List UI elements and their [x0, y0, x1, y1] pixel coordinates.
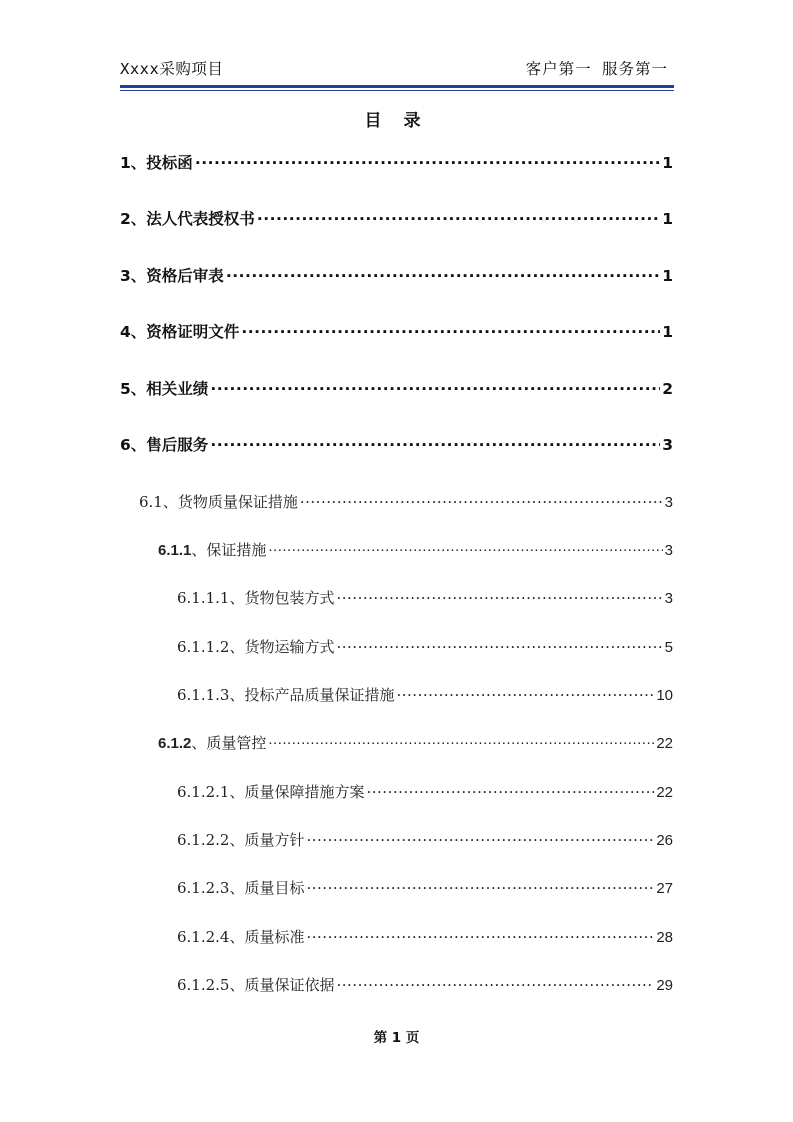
- toc-title: 目 录: [364, 111, 429, 131]
- toc-entry-page: 3: [664, 494, 673, 511]
- page-footer: 第 1 页: [373, 1030, 420, 1046]
- toc-entry-6-1-2-4[interactable]: [177, 926, 673, 947]
- toc-entry-page: 22: [656, 784, 673, 801]
- toc-entry-label: 质量保证依据: [244, 976, 335, 994]
- toc-entry-label: 法人代表授权书: [146, 210, 255, 228]
- dot-leader: [210, 435, 660, 451]
- toc-entry-6-1-2-2[interactable]: [177, 829, 673, 850]
- dot-leader: [307, 878, 655, 893]
- toc-entry-label: 货物质量保证措施: [177, 493, 298, 511]
- toc-entry-number: 6.1.2.1、: [177, 783, 245, 801]
- dot-leader: [241, 322, 660, 338]
- toc-entry-number: 6.1.2.4、: [177, 928, 245, 946]
- toc-entry-page: 28: [656, 929, 673, 946]
- dot-leader: [337, 975, 655, 990]
- toc-entry-number: 6.1.2.2、: [177, 831, 245, 849]
- toc-entry-number: 5、: [120, 380, 147, 398]
- toc-entry-label: 质量保障措施方案: [244, 783, 365, 801]
- toc-entry-5[interactable]: [120, 377, 673, 399]
- dot-leader: [367, 782, 655, 797]
- toc-entry-number: 4、: [120, 323, 147, 341]
- toc-entry-page: 5: [664, 639, 673, 656]
- toc-entry-number: 6.1.1: [158, 542, 192, 559]
- dot-leader: [300, 492, 663, 507]
- toc-entry-label: 相关业绩: [146, 380, 209, 398]
- toc-entry-6-1-1-1[interactable]: [177, 587, 673, 608]
- toc-entry-label: 投标产品质量保证措施: [244, 686, 395, 704]
- dot-leader: [210, 379, 660, 395]
- toc-entry-1[interactable]: [120, 151, 673, 173]
- toc-entry-page: 2: [662, 380, 673, 398]
- toc-entry-number: 1、: [120, 154, 147, 172]
- toc-entry-6-1-2-5[interactable]: [177, 974, 673, 995]
- toc-entry-6-1-2[interactable]: [158, 732, 673, 753]
- header-slogan: 客户第一 服务第一: [525, 60, 668, 78]
- dot-leader: [268, 540, 662, 555]
- toc-entry-number: 6、: [120, 436, 147, 454]
- toc-entry-page: 1: [662, 323, 673, 341]
- toc-entry-number: 6.1.1.1、: [177, 589, 245, 607]
- toc-entry-number: 6.1.2: [158, 735, 192, 752]
- toc-entry-page: 26: [656, 832, 673, 849]
- toc-entry-page: 27: [656, 880, 673, 897]
- toc-entry-label: 资格证明文件: [146, 323, 240, 341]
- toc-entry-label: 货物运输方式: [244, 638, 335, 656]
- toc-entry-6[interactable]: [120, 433, 673, 455]
- dot-leader: [337, 588, 663, 603]
- toc-entry-number: 6.1.1.2、: [177, 638, 245, 656]
- dot-leader: [226, 266, 660, 282]
- toc-entry-page: 10: [656, 687, 673, 704]
- toc-entry-label: 资格后审表: [146, 267, 224, 285]
- toc-entry-4[interactable]: [120, 320, 673, 342]
- toc-entry-label: 售后服务: [146, 436, 209, 454]
- toc-entry-label: 质量方针: [244, 831, 305, 849]
- dot-leader: [195, 153, 660, 169]
- dot-leader: [307, 927, 655, 942]
- toc-entry-6-1-1[interactable]: [158, 539, 673, 560]
- toc-entry-number: 6.1、: [139, 493, 178, 511]
- toc-entry-page: 3: [664, 590, 673, 607]
- toc-entry-page: 3: [662, 436, 673, 454]
- toc-entry-number: 6.1.2.3、: [177, 879, 245, 897]
- toc-entry-number: 6.1.2.5、: [177, 976, 245, 994]
- toc-entry-label: 投标函: [146, 154, 193, 172]
- toc-entry-label: 、质量管控: [191, 734, 267, 752]
- toc-entry-number: 2、: [120, 210, 147, 228]
- toc-entry-label: 质量标准: [244, 928, 305, 946]
- toc-entry-6-1-2-3[interactable]: [177, 877, 673, 898]
- toc-entry-2[interactable]: [120, 207, 673, 229]
- dot-leader: [397, 685, 655, 700]
- toc-entry-page: 3: [664, 542, 673, 559]
- toc-entry-number: 3、: [120, 267, 147, 285]
- dot-leader: [257, 209, 660, 225]
- toc-entry-page: 1: [662, 210, 673, 228]
- toc-entry-6-1[interactable]: [139, 491, 673, 512]
- toc-entry-page: 22: [656, 735, 673, 752]
- project-title: Xxxx采购项目: [120, 60, 224, 78]
- toc-entry-6-1-2-1[interactable]: [177, 781, 673, 802]
- toc-entry-6-1-1-3[interactable]: [177, 684, 673, 705]
- dot-leader: [307, 830, 655, 845]
- toc-entry-3[interactable]: [120, 264, 673, 286]
- dot-leader: [337, 637, 663, 652]
- toc-entry-6-1-1-2[interactable]: [177, 636, 673, 657]
- toc-entry-label: 质量目标: [244, 879, 305, 897]
- dot-leader: [268, 733, 654, 748]
- toc-entry-number: 6.1.1.3、: [177, 686, 245, 704]
- toc-entry-page: 1: [662, 154, 673, 172]
- toc-entry-label: 、保证措施: [191, 541, 267, 559]
- toc-entry-label: 货物包装方式: [244, 589, 335, 607]
- toc-entry-page: 1: [662, 267, 673, 285]
- toc-entry-page: 29: [656, 977, 673, 994]
